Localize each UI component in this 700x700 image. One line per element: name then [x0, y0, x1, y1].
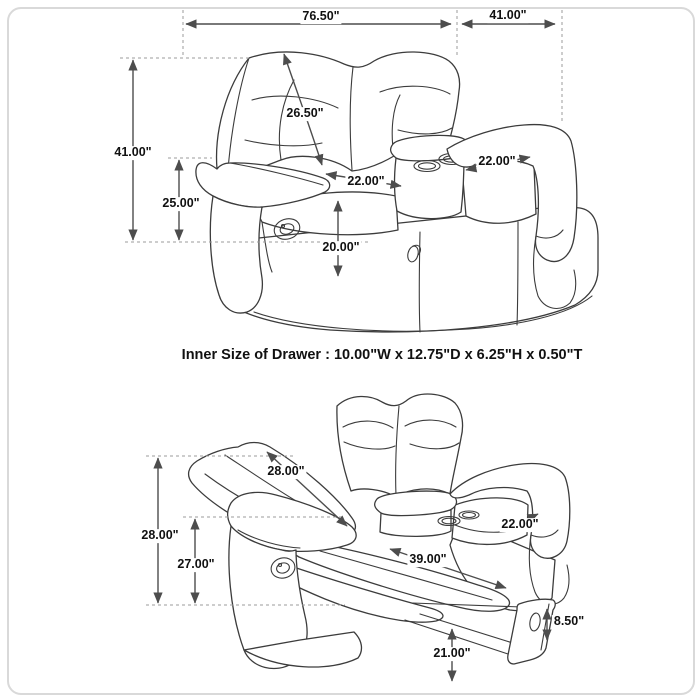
dim-overall-width-label: 76.50"	[302, 9, 340, 24]
dim-overall-height-label: 41.00"	[114, 145, 152, 160]
dim-reclined-seat-width-label: 22.00"	[501, 517, 539, 532]
dim-backrest-length-label: 28.00"	[267, 464, 305, 479]
dim-arm-height-label: 25.00"	[162, 196, 200, 211]
dim-overall-depth-label: 41.00"	[489, 8, 527, 23]
dim-seat-back-height-label: 26.50"	[286, 106, 324, 121]
dim-seat-width-left-label: 22.00"	[347, 174, 385, 189]
dim-footrest-height-label: 8.50"	[553, 614, 585, 629]
drawer-size-note: Inner Size of Drawer : 10.00"W x 12.75"D x 6.25"H x 0.50"T	[181, 347, 583, 363]
dim-seat-width-right-label: 22.00"	[478, 154, 516, 169]
dim-reclined-depth-label: 39.00"	[409, 552, 447, 567]
dim-seat-height-label: 20.00"	[322, 240, 360, 255]
dim-footrest-clearance-label: 21.00"	[433, 646, 471, 661]
upright-sofa-drawing	[196, 52, 598, 332]
dim-reclined-arm-height-label: 27.00"	[177, 557, 215, 572]
dim-reclined-height-label: 28.00"	[141, 528, 179, 543]
